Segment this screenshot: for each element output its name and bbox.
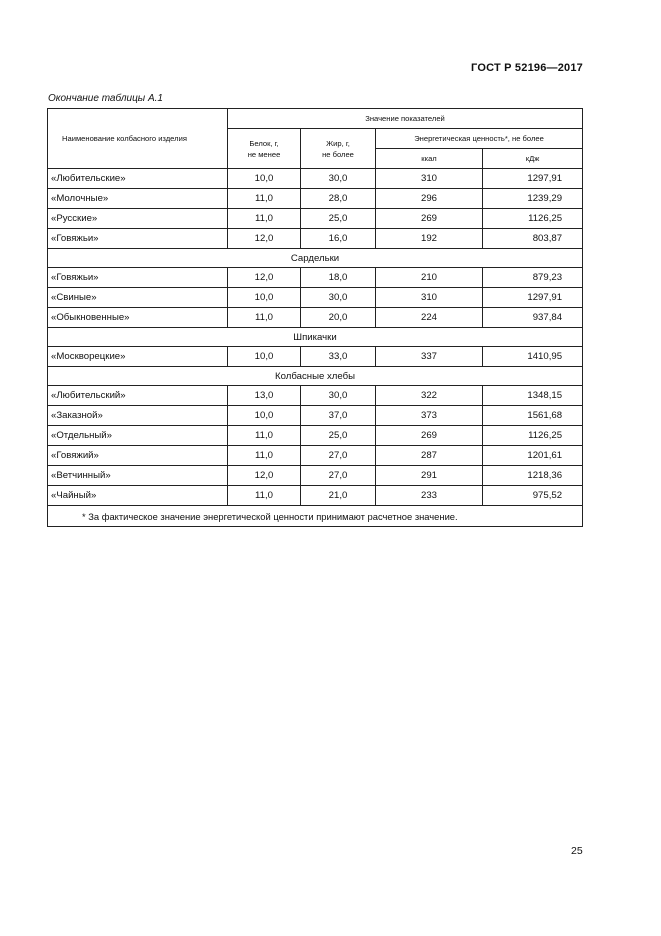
product-name-cell: «Говяжьи» xyxy=(48,268,228,288)
fat-cell: 25,0 xyxy=(301,209,376,229)
kcal-cell: 296 xyxy=(376,189,483,209)
header-kcal: ккал xyxy=(376,149,483,169)
header-energy-value: Энергетическая ценность*, не более xyxy=(376,129,583,149)
kj-cell: 975,52 xyxy=(483,486,583,506)
header-fat-text: Жир, г, не более xyxy=(322,138,354,159)
protein-cell: 11,0 xyxy=(228,426,301,446)
fat-cell: 30,0 xyxy=(301,288,376,308)
kcal-cell: 269 xyxy=(376,426,483,446)
product-name-cell: «Любительские» xyxy=(48,169,228,189)
fat-cell: 28,0 xyxy=(301,189,376,209)
product-name-cell: «Любительский» xyxy=(48,386,228,406)
kj-cell: 803,87 xyxy=(483,229,583,249)
page-number: 25 xyxy=(571,845,583,857)
table-row xyxy=(48,288,583,308)
table-row xyxy=(48,229,583,249)
product-name-cell: «Говяжьи» xyxy=(48,229,228,249)
kj-cell: 1348,15 xyxy=(483,386,583,406)
table-row xyxy=(48,406,583,426)
kj-cell: 879,23 xyxy=(483,268,583,288)
product-name-cell: «Чайный» xyxy=(48,486,228,506)
header-protein-text: Белок, г, не менее xyxy=(247,138,281,159)
document-standard-header: ГОСТ Р 52196—2017 xyxy=(471,62,583,74)
fat-cell: 37,0 xyxy=(301,406,376,426)
kj-cell: 1201,61 xyxy=(483,446,583,466)
table-foot xyxy=(48,506,583,527)
protein-cell: 11,0 xyxy=(228,446,301,466)
kj-cell: 1410,95 xyxy=(483,347,583,367)
kcal-cell: 373 xyxy=(376,406,483,426)
kj-cell: 1297,91 xyxy=(483,288,583,308)
kcal-cell: 224 xyxy=(376,308,483,328)
protein-cell: 11,0 xyxy=(228,189,301,209)
protein-cell: 11,0 xyxy=(228,308,301,328)
table-body xyxy=(48,169,583,506)
table-row xyxy=(48,426,583,446)
table-row xyxy=(48,189,583,209)
kcal-cell: 269 xyxy=(376,209,483,229)
table-row xyxy=(48,466,583,486)
kcal-cell: 291 xyxy=(376,466,483,486)
nutrition-table xyxy=(47,108,583,527)
fat-cell: 30,0 xyxy=(301,386,376,406)
product-name-cell: «Говяжий» xyxy=(48,446,228,466)
header-kj: кДж xyxy=(483,149,583,169)
table-row xyxy=(48,169,583,189)
section-row xyxy=(48,367,583,386)
product-name-cell: «Обыкновенные» xyxy=(48,308,228,328)
fat-cell: 20,0 xyxy=(301,308,376,328)
fat-cell: 21,0 xyxy=(301,486,376,506)
section-title: Шпикачки xyxy=(48,328,583,347)
protein-cell: 11,0 xyxy=(228,209,301,229)
product-name-cell: «Отдельный» xyxy=(48,426,228,446)
product-name-cell: «Заказной» xyxy=(48,406,228,426)
fat-cell: 27,0 xyxy=(301,466,376,486)
protein-cell: 10,0 xyxy=(228,406,301,426)
product-name-cell: «Свиные» xyxy=(48,288,228,308)
table-row xyxy=(48,268,583,288)
kj-cell: 1297,91 xyxy=(483,169,583,189)
section-title: Колбасные хлебы xyxy=(48,367,583,386)
kcal-cell: 310 xyxy=(376,169,483,189)
kj-cell: 1218,36 xyxy=(483,466,583,486)
section-row xyxy=(48,328,583,347)
section-row xyxy=(48,249,583,268)
fat-cell: 16,0 xyxy=(301,229,376,249)
product-name-cell: «Русские» xyxy=(48,209,228,229)
kcal-cell: 322 xyxy=(376,386,483,406)
protein-cell: 10,0 xyxy=(228,169,301,189)
table-row xyxy=(48,308,583,328)
kcal-cell: 233 xyxy=(376,486,483,506)
protein-cell: 13,0 xyxy=(228,386,301,406)
product-name-cell: «Москворецкие» xyxy=(48,347,228,367)
product-name-cell: «Молочные» xyxy=(48,189,228,209)
table-row xyxy=(48,209,583,229)
kcal-cell: 337 xyxy=(376,347,483,367)
fat-cell: 25,0 xyxy=(301,426,376,446)
kj-cell: 1126,25 xyxy=(483,426,583,446)
protein-cell: 12,0 xyxy=(228,268,301,288)
product-name-cell: «Ветчинный» xyxy=(48,466,228,486)
header-indicator-values: Значение показателей xyxy=(228,109,583,129)
table-row xyxy=(48,446,583,466)
header-protein xyxy=(228,129,301,169)
protein-cell: 10,0 xyxy=(228,288,301,308)
protein-cell: 11,0 xyxy=(228,486,301,506)
section-title: Сардельки xyxy=(48,249,583,268)
kj-cell: 937,84 xyxy=(483,308,583,328)
kj-cell: 1239,29 xyxy=(483,189,583,209)
protein-cell: 10,0 xyxy=(228,347,301,367)
kj-cell: 1561,68 xyxy=(483,406,583,426)
kcal-cell: 287 xyxy=(376,446,483,466)
table-head xyxy=(48,109,583,169)
table-row xyxy=(48,347,583,367)
fat-cell: 27,0 xyxy=(301,446,376,466)
fat-cell: 18,0 xyxy=(301,268,376,288)
fat-cell: 30,0 xyxy=(301,169,376,189)
table-row xyxy=(48,386,583,406)
fat-cell: 33,0 xyxy=(301,347,376,367)
table-row xyxy=(48,486,583,506)
kcal-cell: 210 xyxy=(376,268,483,288)
table-caption: Окончание таблицы А.1 xyxy=(48,93,163,104)
protein-cell: 12,0 xyxy=(228,229,301,249)
protein-cell: 12,0 xyxy=(228,466,301,486)
kcal-cell: 310 xyxy=(376,288,483,308)
header-product-name: Наименование колбасного изделия xyxy=(48,109,228,169)
kj-cell: 1126,25 xyxy=(483,209,583,229)
table-footnote: * За фактическое значение энергетической ценности принимают расчетное значение. xyxy=(48,506,583,527)
kcal-cell: 192 xyxy=(376,229,483,249)
header-fat xyxy=(301,129,376,169)
